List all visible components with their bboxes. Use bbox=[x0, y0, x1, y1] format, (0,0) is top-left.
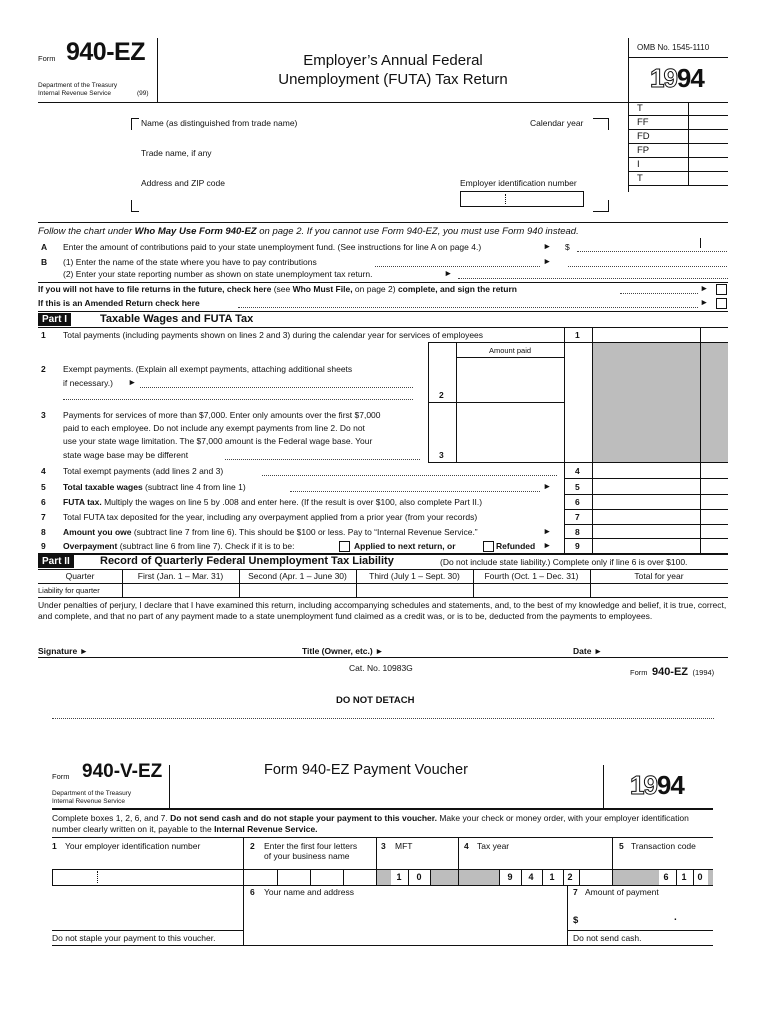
state-reporting-number-input[interactable] bbox=[458, 278, 728, 279]
dollar-sign: $ bbox=[565, 242, 570, 252]
arrow: ► bbox=[543, 526, 552, 536]
box2-label-b: of your business name bbox=[264, 851, 350, 861]
box6-num: 6 bbox=[250, 887, 255, 897]
box2-label-a: Enter the first four letters bbox=[264, 841, 358, 851]
line-5-num: 5 bbox=[41, 482, 46, 492]
mft-digit: 0 bbox=[416, 872, 422, 882]
arrow: ► bbox=[128, 377, 137, 387]
arrow: ► bbox=[700, 297, 709, 307]
box4-num: 4 bbox=[464, 841, 469, 851]
form-footer: Form 940-EZ (1994) bbox=[630, 666, 715, 678]
total-header: Total for year bbox=[634, 571, 684, 581]
line-7-text: Total FUTA tax deposited for the year, including any overpayment applied from a prior year (from your records) bbox=[63, 512, 478, 522]
line-1-box-num: 1 bbox=[575, 330, 580, 340]
department: Department of the Treasury bbox=[38, 82, 118, 89]
line-2-num: 2 bbox=[41, 364, 46, 374]
no-staple-note: Do not staple your payment to this voucher. bbox=[52, 933, 216, 943]
q1-header: First (Jan. 1 – Mar. 31) bbox=[137, 571, 224, 581]
signature-field[interactable] bbox=[92, 643, 297, 655]
line-7-num: 7 bbox=[41, 512, 46, 522]
q4-header: Fourth (Oct. 1 – Dec. 31) bbox=[484, 571, 579, 581]
line-8-num: 8 bbox=[41, 527, 46, 537]
line-1-input[interactable] bbox=[593, 328, 728, 342]
line-b1-text: (1) Enter the name of the state where you have to pay contributions bbox=[63, 257, 317, 267]
line-2-explanation-input[interactable] bbox=[140, 387, 413, 388]
line-4-text: Total exempt payments (add lines 2 and 3) bbox=[63, 466, 224, 476]
line-4-num: 4 bbox=[41, 466, 46, 476]
part2-tab: Part II bbox=[38, 555, 74, 568]
year-digit: 2 bbox=[567, 872, 573, 882]
q4-liability-input[interactable] bbox=[474, 584, 590, 597]
arrow: ► bbox=[543, 256, 552, 266]
line-a-input[interactable] bbox=[577, 251, 727, 252]
applied-next-return-checkbox[interactable] bbox=[339, 541, 350, 552]
line-3-text2: paid to each employee. Do not include any exempt payments from line 2. Do not bbox=[63, 423, 365, 433]
box4-label: Tax year bbox=[477, 841, 510, 851]
line-4-box-num: 4 bbox=[575, 466, 580, 476]
mft-digit: 1 bbox=[396, 872, 402, 882]
amended-return-checkbox[interactable] bbox=[716, 298, 727, 309]
line-6-num: 6 bbox=[41, 497, 46, 507]
office-use-codes: T FF FD FP I T bbox=[628, 102, 728, 186]
line-6-text: FUTA tax. Multiply the wages on line 5 by .008 and enter here. (If the result is over $100, also complete Part II.) bbox=[63, 497, 483, 507]
line-7-box-num: 7 bbox=[575, 512, 580, 522]
part1-tab: Part I bbox=[38, 313, 71, 326]
line-a-text: Enter the amount of contributions paid to your state unemployment fund. (See instructions for line A on page 4.) bbox=[63, 242, 482, 252]
q3-header: Third (July 1 – Sept. 30) bbox=[369, 571, 460, 581]
no-cash-note: Do not send cash. bbox=[573, 933, 642, 943]
box2-name-letters-input[interactable] bbox=[244, 870, 376, 885]
date-label: Date ► bbox=[573, 646, 603, 656]
box7-label: Amount of payment bbox=[585, 887, 659, 897]
address-field[interactable]: Address and ZIP code bbox=[141, 178, 225, 188]
part2-title: Record of Quarterly Federal Unemployment Tax Liability bbox=[100, 555, 394, 567]
calendar-year-label: Calendar year bbox=[530, 118, 584, 128]
follow-chart-instruction: Follow the chart under Who May Use Form 940-EZ on page 2. If you cannot use Form 940-EZ, you must use Form 940 instead. bbox=[38, 226, 579, 237]
future-returns-text: If you will not have to file returns in the future, check here (see Who Must File, on page 2) complete, and sign the return bbox=[38, 284, 517, 294]
box3-label: MFT bbox=[395, 841, 413, 851]
voucher-title: Form 940-EZ Payment Voucher bbox=[264, 762, 468, 778]
quarter-header: Quarter bbox=[65, 571, 95, 581]
form-number: 940-EZ bbox=[66, 38, 145, 66]
line-6-input[interactable] bbox=[593, 495, 728, 509]
box3-num: 3 bbox=[381, 841, 386, 851]
line-3-input[interactable] bbox=[457, 403, 564, 462]
title-line1: Employer’s Annual Federal bbox=[303, 52, 483, 69]
form-word: Form bbox=[38, 54, 56, 63]
ein-label: Employer identification number bbox=[460, 178, 577, 188]
box6-label: Your name and address bbox=[264, 887, 354, 897]
line-2-text2: if necessary.) bbox=[63, 378, 113, 388]
line-9-box-num: 9 bbox=[575, 541, 580, 551]
box7-dollar: $ bbox=[573, 915, 579, 926]
line-1-text: Total payments (including payments shown on lines 2 and 3) during the calendar year for services of employees bbox=[63, 330, 484, 340]
title-field[interactable] bbox=[392, 643, 568, 655]
ein-field[interactable] bbox=[460, 191, 584, 207]
line-2-text: Exempt payments. (Explain all exempt payments, attaching additional sheets bbox=[63, 364, 353, 374]
arrow: ► bbox=[444, 268, 453, 278]
voucher-form-word: Form bbox=[52, 772, 70, 781]
omb-number: OMB No. 1545-1110 bbox=[637, 43, 710, 52]
amount-paid-header: Amount paid bbox=[488, 346, 532, 355]
box7-amount-input[interactable] bbox=[582, 905, 713, 929]
line-7-input[interactable] bbox=[593, 510, 728, 524]
arrow: ► bbox=[543, 540, 552, 550]
line-b-label: B bbox=[41, 257, 48, 267]
refunded-label: Refunded bbox=[496, 541, 536, 551]
voucher-irs: Internal Revenue Service bbox=[52, 798, 125, 805]
line-4-input[interactable] bbox=[593, 463, 728, 478]
cat-number: Cat. No. 10983G bbox=[349, 663, 413, 673]
box2-num: 2 bbox=[250, 841, 255, 851]
voucher-year: 1994 bbox=[630, 770, 684, 800]
line-6-box-num: 6 bbox=[575, 497, 580, 507]
voucher-department: Department of the Treasury bbox=[52, 790, 132, 797]
liability-row-label: Liability for quarter bbox=[38, 586, 100, 595]
trade-name-field[interactable]: Trade name, if any bbox=[141, 148, 212, 158]
q2-liability-input[interactable] bbox=[240, 584, 356, 597]
arrow: ► bbox=[543, 481, 552, 491]
irs: Internal Revenue Service bbox=[38, 90, 111, 97]
amended-return-text: If this is an Amended Return check here bbox=[38, 298, 200, 308]
line-a-label: A bbox=[41, 242, 48, 252]
line-8-text: Amount you owe (subtract line 7 from line 6). This should be $100 or less. Pay to “Internal Revenue Service.” bbox=[63, 527, 478, 537]
tc-digit: 1 bbox=[681, 872, 687, 882]
future-returns-checkbox[interactable] bbox=[716, 284, 727, 295]
line-3-text4: state wage base may be different bbox=[63, 450, 189, 460]
irs-code: (99) bbox=[137, 90, 149, 97]
tear-line bbox=[52, 718, 714, 719]
line-9-num: 9 bbox=[41, 541, 46, 551]
box6-name-address-input[interactable] bbox=[244, 897, 567, 945]
box7-num: 7 bbox=[573, 887, 578, 897]
line-1-num: 1 bbox=[41, 330, 46, 340]
state-name-input[interactable] bbox=[568, 266, 727, 267]
voucher-instructions: Complete boxes 1, 2, 6, and 7. Do not send cash and do not staple your payment to this voucher. Make your check or money order, with your employer identification number clearly written on it, payable to the Internal Revenue Service. bbox=[52, 813, 689, 834]
line-9-input[interactable] bbox=[593, 539, 728, 553]
title-line2: Unemployment (FUTA) Tax Return bbox=[278, 71, 508, 88]
year-digit: 1 bbox=[549, 872, 555, 882]
line-2-input[interactable] bbox=[457, 358, 564, 402]
voucher-form-number: 940-V-EZ bbox=[82, 761, 163, 782]
signature-label: Signature ► bbox=[38, 646, 88, 656]
box5-num: 5 bbox=[619, 841, 624, 851]
box1-num: 1 bbox=[52, 841, 57, 851]
total-liability-input[interactable] bbox=[591, 584, 728, 597]
part2-note: (Do not include state liability.) Complete only if line 6 is over $100. bbox=[440, 557, 688, 567]
line-3-num: 3 bbox=[41, 410, 46, 420]
date-field[interactable] bbox=[608, 643, 728, 655]
line-8-box-num: 8 bbox=[575, 527, 580, 537]
box1-ein-input[interactable] bbox=[53, 870, 243, 885]
box5-label: Transaction code bbox=[631, 841, 696, 851]
tc-digit: 0 bbox=[697, 872, 703, 882]
cents-separator: . bbox=[674, 912, 677, 923]
line-3-box-num: 3 bbox=[439, 450, 444, 460]
line-3-text3: use your state wage limitation. The $7,000 amount is the Federal wage base. Your bbox=[63, 436, 373, 446]
applied-next-return-label: Applied to next return, or bbox=[354, 541, 456, 551]
tc-digit: 6 bbox=[663, 872, 669, 882]
part1-title: Taxable Wages and FUTA Tax bbox=[100, 313, 254, 325]
q1-liability-input[interactable] bbox=[123, 584, 239, 597]
line-8-input[interactable] bbox=[593, 525, 728, 538]
line-3-text: Payments for services of more than $7,000. Enter only amounts over the first $7,000 bbox=[63, 410, 381, 420]
q3-liability-input[interactable] bbox=[357, 584, 473, 597]
line-5-box-num: 5 bbox=[575, 482, 580, 492]
line-5-input[interactable] bbox=[593, 479, 728, 494]
arrow: ► bbox=[700, 283, 709, 293]
year-digit: 9 bbox=[507, 872, 513, 882]
arrow: ► bbox=[543, 241, 552, 251]
perjury-statement: Under penalties of perjury, I declare that I have examined this return, including accompanying schedules and statements, and, to the best of my knowledge and belief, it is true, correct, and complete, and that no part of any payment made to a state unemployment fund claimed as a credit was, or is to be, deducted from the payments to employees. bbox=[38, 600, 727, 621]
title-label: Title (Owner, etc.) ► bbox=[302, 646, 384, 656]
refunded-checkbox[interactable] bbox=[483, 541, 494, 552]
line-5-text: Total taxable wages (subtract line 4 from line 1) bbox=[63, 482, 246, 492]
line-2-box-num: 2 bbox=[439, 390, 444, 400]
line-b2-text: (2) Enter your state reporting number as shown on state unemployment tax return. bbox=[63, 269, 373, 279]
q2-header: Second (Apr. 1 – June 30) bbox=[248, 571, 347, 581]
line-9-text: Overpayment (subtract line 6 from line 7). Check if it is to be: bbox=[63, 541, 295, 551]
do-not-detach: DO NOT DETACH bbox=[336, 695, 415, 706]
box1-label: Your employer identification number bbox=[65, 841, 201, 851]
tax-year: 1994 bbox=[650, 63, 704, 93]
year-digit: 4 bbox=[528, 872, 534, 882]
name-field[interactable]: Name (as distinguished from trade name) bbox=[141, 118, 298, 128]
